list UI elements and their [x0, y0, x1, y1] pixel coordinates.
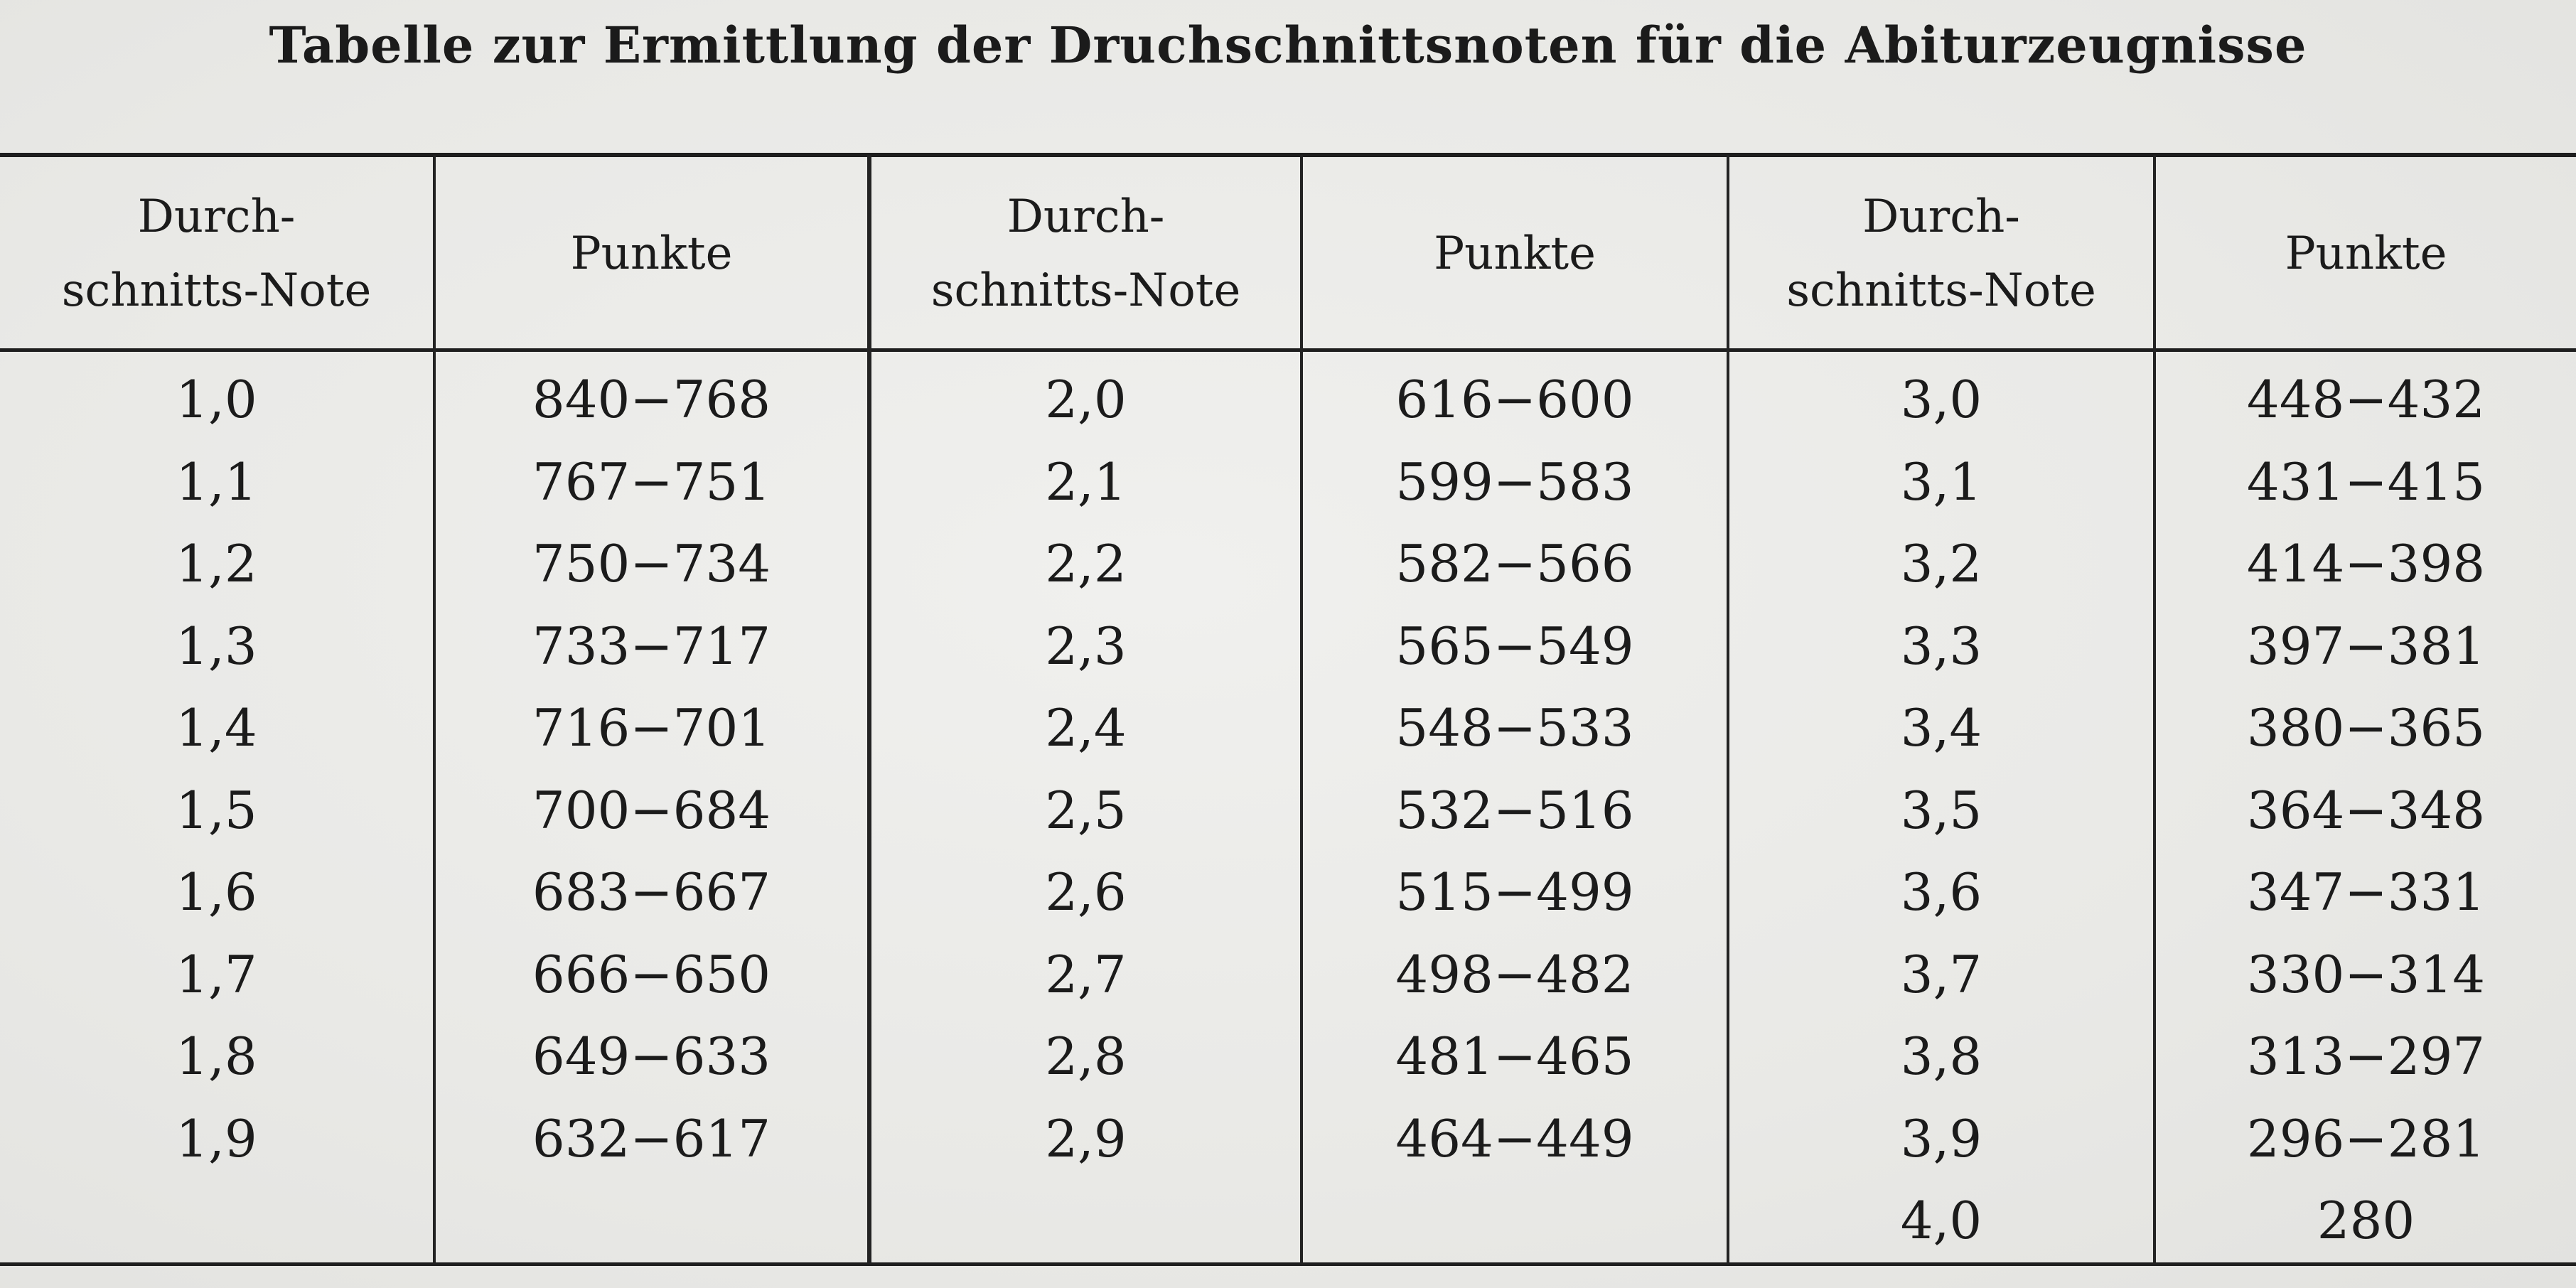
punkte-cell: 414−398 [2246, 534, 2486, 594]
header-note-3: Durch- schnitts-Note [1786, 190, 2096, 317]
punkte-cell: 347−331 [2246, 862, 2486, 922]
punkte-cell: 733−717 [532, 616, 771, 676]
punkte-cell: 313−297 [2246, 1026, 2486, 1086]
punkte-cell: 330−314 [2246, 944, 2486, 1004]
note-cell: 1,8 [176, 1026, 257, 1086]
punkte-cell: 716−701 [532, 698, 771, 758]
punkte-cell: 767−751 [532, 451, 771, 512]
note-cell: 3,1 [1900, 451, 1982, 512]
punkte-cell: 364−348 [2246, 780, 2486, 840]
punkte-cell: 448−432 [2246, 370, 2486, 429]
table-top-rule [0, 153, 2576, 157]
note-cell: 1,4 [176, 698, 257, 758]
table-bottom-rule [0, 1262, 2576, 1266]
punkte-cell: 464−449 [1395, 1108, 1634, 1169]
note-cell: 2,4 [1045, 698, 1127, 758]
note-cell: 2,1 [1045, 451, 1127, 512]
note-cell: 3,3 [1900, 616, 1982, 676]
punkte-cell: 632−617 [532, 1108, 771, 1169]
note-cell: 3,8 [1900, 1026, 1982, 1086]
punkte-cell: 599−583 [1395, 451, 1634, 512]
note-cell: 3,5 [1900, 780, 1982, 840]
punkte-cell: 431−415 [2246, 451, 2486, 512]
punkte-column-1 [436, 359, 867, 1180]
note-cell: 2,2 [1045, 534, 1127, 594]
note-cell: 1,3 [176, 616, 257, 676]
note-cell: 3,7 [1900, 944, 1982, 1004]
note-cell: 3,6 [1900, 862, 1982, 922]
note-cell: 1,2 [176, 534, 257, 594]
punkte-cell: 649−633 [532, 1026, 771, 1086]
note-cell: 1,5 [176, 780, 257, 840]
header-punkte-2: Punkte [1434, 227, 1596, 280]
note-cell: 1,1 [176, 451, 257, 512]
header-note-1: Durch- schnitts-Note [61, 190, 372, 317]
punkte-cell: 498−482 [1395, 944, 1634, 1004]
note-cell: 1,9 [176, 1108, 257, 1169]
header-punkte-1: Punkte [570, 227, 733, 280]
note-cell: 1,0 [176, 370, 257, 429]
noten-column-1 [0, 359, 433, 1180]
note-cell: 2,8 [1045, 1026, 1127, 1086]
punkte-cell: 582−566 [1395, 534, 1634, 594]
punkte-cell: 616−600 [1395, 370, 1634, 429]
note-cell: 3,9 [1900, 1108, 1982, 1169]
noten-column-2 [871, 359, 1300, 1180]
punkte-cell: 280 [2317, 1191, 2415, 1250]
punkte-cell: 296−281 [2246, 1108, 2486, 1169]
punkte-cell: 380−365 [2246, 698, 2486, 758]
note-cell: 3,0 [1900, 370, 1982, 429]
punkte-cell: 481−465 [1395, 1026, 1634, 1086]
punkte-cell: 515−499 [1395, 862, 1634, 922]
note-cell: 1,6 [176, 862, 257, 922]
punkte-cell: 548−533 [1395, 698, 1634, 758]
note-cell: 2,7 [1045, 944, 1127, 1004]
punkte-cell: 565−549 [1395, 616, 1634, 676]
note-cell: 2,6 [1045, 862, 1127, 922]
punkte-cell: 666−650 [532, 944, 771, 1004]
note-cell: 2,5 [1045, 780, 1127, 840]
punkte-cell: 750−734 [532, 534, 771, 594]
note-cell: 3,2 [1900, 534, 1982, 594]
header-note-2: Durch- schnitts-Note [930, 190, 1241, 317]
punkte-cell: 532−516 [1395, 780, 1634, 840]
note-cell: 2,3 [1045, 616, 1127, 676]
punkte-column-2 [1303, 359, 1727, 1180]
punkte-column-3 [2156, 359, 2576, 1262]
note-cell: 2,9 [1045, 1108, 1127, 1169]
noten-column-3 [1729, 359, 2153, 1262]
punkte-cell: 683−667 [532, 862, 771, 922]
header-punkte-3: Punkte [2285, 227, 2447, 280]
page-title: Tabelle zur Ermittlung der Druchschnittsnoten für die Abiturzeugnisse [269, 16, 2307, 75]
note-cell: 1,7 [176, 944, 257, 1004]
note-cell: 3,4 [1900, 698, 1982, 758]
note-cell: 2,0 [1045, 370, 1127, 429]
punkte-cell: 700−684 [532, 780, 771, 840]
note-cell: 4,0 [1900, 1191, 1982, 1250]
punkte-cell: 840−768 [532, 370, 771, 429]
punkte-cell: 397−381 [2246, 616, 2486, 676]
